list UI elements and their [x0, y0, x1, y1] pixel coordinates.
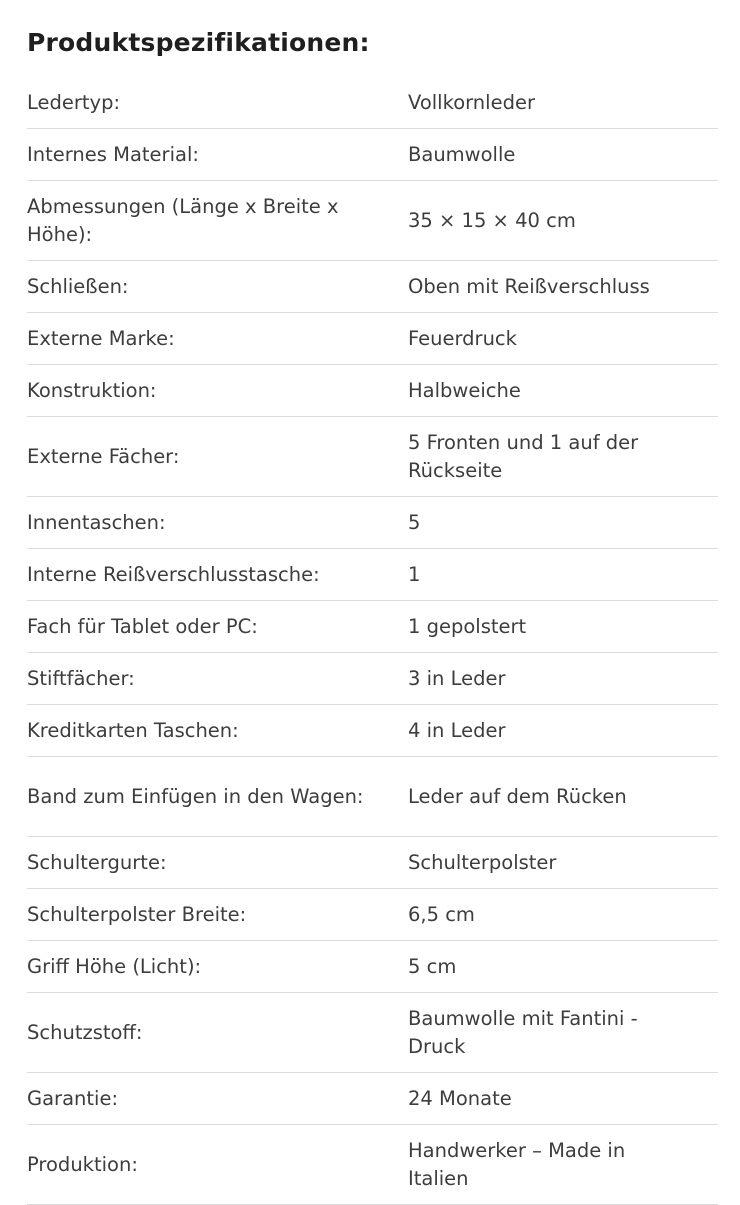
spec-value: 24 Monate [408, 1086, 512, 1110]
spec-label: Interne Reißverschlusstasche: [27, 562, 320, 586]
spec-value: Baumwolle [408, 142, 516, 166]
spec-value: 1 [408, 562, 421, 586]
spec-label: Konstruktion: [27, 378, 157, 402]
spec-label: Abmessungen (Länge x Breite x Höhe): [27, 194, 339, 246]
table-row [27, 313, 718, 365]
spec-label: Schultergurte: [27, 850, 167, 874]
table-row [27, 129, 718, 181]
table-row [27, 1073, 718, 1125]
spec-value: 6,5 cm [408, 902, 475, 926]
table-row [27, 993, 718, 1073]
spec-label: Internes Material: [27, 142, 199, 166]
table-row [27, 261, 718, 313]
spec-value: 3 in Leder [408, 666, 506, 690]
spec-value: 35 × 15 × 40 cm [408, 208, 576, 232]
table-row [27, 1125, 718, 1205]
spec-label: Innentaschen: [27, 510, 166, 534]
table-row [27, 77, 718, 129]
spec-value: Baumwolle mit Fantini - Druck [408, 1006, 638, 1058]
spec-value: 5 Fronten und 1 auf der Rückseite [408, 430, 639, 482]
spec-value: Leder auf dem Rücken [408, 784, 627, 808]
table-row [27, 417, 718, 497]
spec-value: Feuerdruck [408, 326, 517, 350]
table-row [27, 705, 718, 757]
spec-label: Fach für Tablet oder PC: [27, 614, 258, 638]
spec-label: Schließen: [27, 274, 129, 298]
table-row [27, 757, 718, 837]
spec-value: Handwerker – Made in Italien [408, 1138, 626, 1190]
spec-label: Garantie: [27, 1086, 119, 1110]
spec-value: 5 cm [408, 954, 457, 978]
spec-value: Vollkornleder [408, 90, 535, 114]
spec-value: Halbweiche [408, 378, 521, 402]
table-row [27, 497, 718, 549]
spec-label: Produktion: [27, 1152, 138, 1176]
table-row [27, 837, 718, 889]
spec-table [27, 77, 718, 1205]
table-row [27, 365, 718, 417]
table-row [27, 889, 718, 941]
spec-value: Schulterpolster [408, 850, 557, 874]
spec-label: Externe Fächer: [27, 444, 180, 468]
spec-label: Kreditkarten Taschen: [27, 718, 239, 742]
table-row [27, 653, 718, 705]
spec-label: Schutzstoff: [27, 1020, 143, 1044]
spec-label: Ledertyp: [27, 90, 121, 114]
table-row [27, 941, 718, 993]
spec-label: Band zum Einfügen in den Wagen: [27, 784, 364, 808]
spec-label: Stiftfächer: [27, 666, 135, 690]
spec-label: Externe Marke: [27, 326, 175, 350]
page-title: Produktspezifikationen: [27, 28, 370, 57]
table-row [27, 549, 718, 601]
spec-value: Oben mit Reißverschluss [408, 274, 650, 298]
spec-value: 1 gepolstert [408, 614, 527, 638]
table-row [27, 181, 718, 261]
spec-label: Griff Höhe (Licht): [27, 954, 202, 978]
spec-label: Schulterpolster Breite: [27, 902, 247, 926]
spec-value: 5 [408, 510, 421, 534]
table-row [27, 601, 718, 653]
spec-value: 4 in Leder [408, 718, 506, 742]
